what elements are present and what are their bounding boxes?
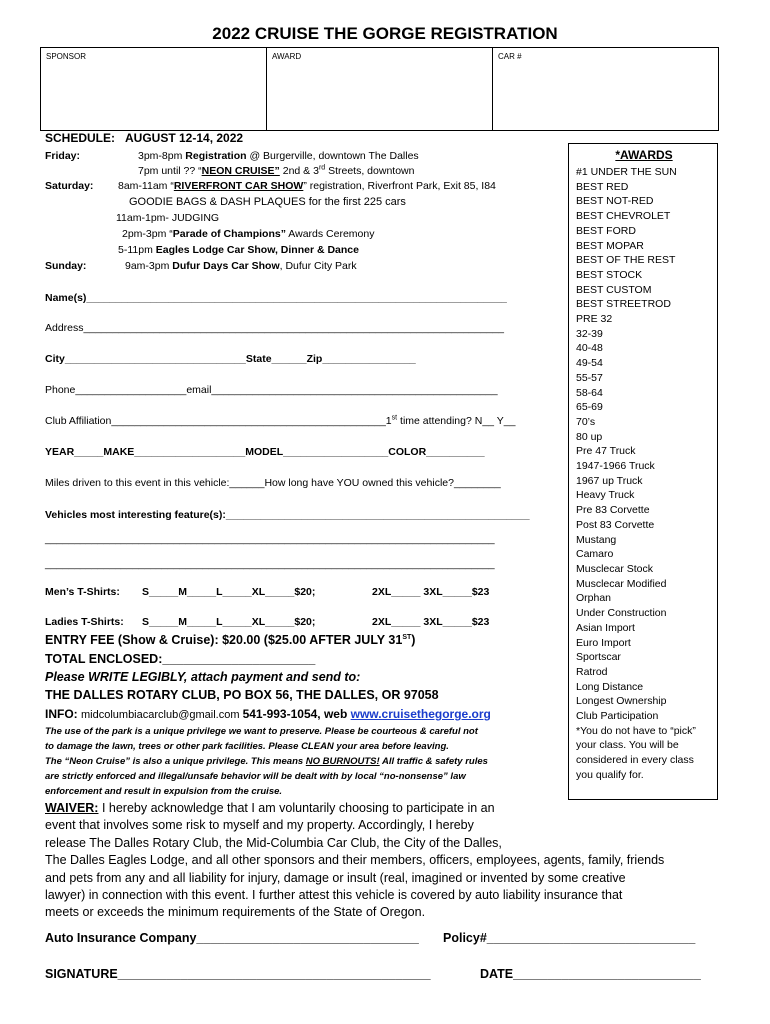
saturday-car-show: 8am-11am “RIVERFRONT CAR SHOW” registration, Riverfront Park, Exit 85, I84 — [118, 180, 496, 192]
award-item: Pre 47 Truck — [576, 445, 636, 458]
website-link[interactable]: www.cruisethegorge.org — [350, 707, 491, 721]
award-item: BEST CUSTOM — [576, 283, 652, 296]
car-number-box[interactable] — [493, 48, 718, 130]
award-item: Camaro — [576, 548, 614, 561]
award-item: BEST MOPAR — [576, 239, 644, 252]
waiver-label: WAIVER: — [45, 801, 99, 815]
award-box[interactable] — [267, 48, 493, 130]
award-item: Under Construction — [576, 607, 667, 620]
award-item: Ratrod — [576, 665, 608, 678]
waiver-paragraph: WAIVER: I hereby acknowledge that I am voluntarily choosing to participate in an event that involves some risk to myself and my property. Accordingly, I hereby release The Dalles Rotary Club, the Mid-Columbia Car Club, the City of the Dalles, The Dalles Eagles Lodge, and all other sponsors and their members, officers, employees, agents, family, friends and pets from any and all liability for injury, damage or insult (real, imagined or invented by some creative lawyer) in connection with this event. I further attest this vehicle is covered by auto liability insurance that meets or exceeds the minimum requirements of the State of Oregon. — [45, 801, 665, 920]
page-title: 2022 CRUISE THE GORGE REGISTRATION — [212, 24, 558, 43]
features-line-2[interactable]: _____________________________________________________________________________ — [45, 558, 495, 570]
award-item: 55-57 — [576, 371, 603, 384]
mens-tshirt-xl-sizes[interactable]: 2XL_____ 3XL_____$23 — [372, 586, 490, 598]
award-item: PRE 32 — [576, 313, 613, 326]
schedule-label: SCHEDULE: — [45, 131, 116, 145]
friday-label: Friday: — [45, 150, 81, 162]
address-field[interactable]: Address________________________________________________________________________ — [45, 322, 504, 334]
friday-registration: 3pm-8pm Registration @ Burgerville, downtown The Dalles — [138, 150, 419, 162]
miles-owned-field[interactable]: Miles driven to this event in this vehicle:______How long have YOU owned this vehicle?________ — [45, 477, 501, 489]
rules-line-3: The “Neon Cruise” is also a unique privilege. This means NO BURNOUTS! All traffic & safety rules — [45, 756, 488, 767]
city-state-zip-field[interactable]: City_______________________________State______Zip________________ — [45, 353, 416, 365]
rules-line-4: are strictly enforced and illegal/unsafe behavior will be dealt with by local “no-nonsense” law — [45, 771, 466, 782]
award-item: 58-64 — [576, 386, 603, 399]
saturday-goodie-bags: GOODIE BAGS & DASH PLAQUES for the first 225 cars — [129, 196, 406, 208]
award-item: Mustang — [576, 533, 617, 546]
sponsor-box[interactable] — [41, 48, 267, 130]
sunday-label: Sunday: — [45, 260, 87, 272]
sunday-dufur-days: 9am-3pm Dufur Days Car Show, Dufur City Park — [125, 260, 357, 272]
rules-line-2: to damage the lawn, trees or other park facilities. Please CLEAN your area before leaving. — [45, 741, 449, 752]
signature-field[interactable]: SIGNATURE_____________________________________________ — [45, 967, 431, 981]
award-label: AWARD — [272, 52, 302, 61]
award-item: 49-54 — [576, 357, 603, 370]
awards-note-1: *You do not have to “pick” — [576, 724, 696, 737]
insurance-company-field[interactable]: Auto Insurance Company________________________________ — [45, 931, 419, 945]
mailing-instructions: Please WRITE LEGIBLY, attach payment and send to: — [45, 670, 361, 684]
award-item: 70’s — [576, 415, 596, 428]
entry-fee: ENTRY FEE (Show & Cruise): $20.00 ($25.00 AFTER JULY 31ST) — [45, 633, 416, 647]
award-item: Heavy Truck — [576, 489, 635, 502]
award-item: BEST CHEVROLET — [576, 210, 671, 223]
award-item: BEST NOT-RED — [576, 195, 654, 208]
award-item: Euro Import — [576, 636, 631, 649]
friday-neon-cruise: 7pm until ?? “NEON CRUISE” 2nd & 3rd Streets, downtown — [138, 164, 415, 177]
vehicle-details-field[interactable]: YEAR_____MAKE___________________MODEL__________________COLOR__________ — [45, 446, 485, 458]
saturday-judging: 11am-1pm- JUDGING — [116, 212, 220, 224]
schedule-dates: AUGUST 12-14, 2022 — [125, 131, 244, 145]
award-item: #1 UNDER THE SUN — [576, 166, 677, 178]
award-item: BEST STREETROD — [576, 298, 671, 311]
award-item: Post 83 Corvette — [576, 518, 655, 531]
awards-list — [576, 165, 696, 783]
award-item: 65-69 — [576, 401, 603, 414]
ladies-tshirt-xl-sizes[interactable]: 2XL_____ 3XL_____$23 — [372, 616, 490, 628]
awards-note-2: your class. You will be — [576, 739, 679, 752]
rules-line-5: enforcement and result in expulsion from the cruise. — [45, 786, 283, 797]
car-number-label: CAR # — [498, 52, 522, 61]
award-item: 1947-1966 Truck — [576, 460, 655, 473]
award-item: Orphan — [576, 592, 612, 605]
award-item: 32-39 — [576, 327, 603, 340]
phone-email-field[interactable]: Phone___________________email_________________________________________________ — [45, 384, 498, 396]
rules-line-1: The use of the park is a unique privilege we want to preserve. Please be courteous & careful not — [45, 726, 478, 737]
awards-heading: *AWARDS — [615, 148, 673, 162]
award-item: Long Distance — [576, 680, 644, 693]
award-item: Pre 83 Corvette — [576, 504, 650, 517]
awards-box — [568, 143, 718, 800]
award-item: Musclecar Modified — [576, 577, 667, 590]
saturday-eagles-lodge: 5-11pm Eagles Lodge Car Show, Dinner & Dance — [118, 244, 359, 256]
saturday-label: Saturday: — [45, 180, 94, 192]
policy-number-field[interactable]: Policy#______________________________ — [443, 931, 696, 945]
award-item: BEST FORD — [576, 224, 636, 237]
award-item: BEST OF THE REST — [576, 254, 676, 267]
mens-tshirt-sizes[interactable]: S_____M_____L_____XL_____$20; — [142, 586, 316, 598]
features-field[interactable]: Vehicles most interesting feature(s):____________________________________________________ — [45, 509, 530, 521]
club-affiliation-field[interactable]: Club Affiliation_______________________________________________1st time attending? N__ Y__ — [45, 414, 516, 427]
sponsor-label: SPONSOR — [46, 52, 87, 61]
award-item: Club Participation — [576, 710, 659, 723]
award-item: 40-48 — [576, 342, 603, 355]
award-item: 80 up — [576, 430, 603, 443]
info-line: INFO: midcolumbiacarclub@gmail.com 541-993-1054, web www.cruisethegorge.org — [45, 707, 491, 721]
awards-note-4: you qualify for. — [576, 768, 644, 781]
features-line-1[interactable]: _____________________________________________________________________________ — [45, 533, 495, 545]
saturday-parade: 2pm-3pm “Parade of Champions” Awards Ceremony — [122, 228, 375, 240]
mailing-address: THE DALLES ROTARY CLUB, PO BOX 56, THE DALLES, OR 97058 — [45, 688, 439, 702]
name-field[interactable]: Name(s)________________________________________________________________________ — [45, 292, 507, 304]
award-item: Musclecar Stock — [576, 562, 654, 575]
date-field[interactable]: DATE___________________________ — [480, 967, 701, 981]
award-item: BEST RED — [576, 180, 629, 193]
entry-header-boxes — [40, 47, 719, 131]
total-enclosed-field[interactable]: TOTAL ENCLOSED:______________________ — [45, 652, 316, 666]
ladies-tshirt-label: Ladies T-Shirts: — [45, 616, 124, 628]
award-item: Asian Import — [576, 621, 635, 634]
award-item: BEST STOCK — [576, 268, 643, 281]
award-item: Sportscar — [576, 651, 621, 664]
ladies-tshirt-sizes[interactable]: S_____M_____L_____XL_____$20; — [142, 616, 316, 628]
awards-note-3: considered in every class — [576, 754, 694, 767]
award-item: Longest Ownership — [576, 695, 667, 708]
mens-tshirt-label: Men’s T-Shirts: — [45, 586, 120, 598]
award-item: 1967 up Truck — [576, 474, 643, 487]
